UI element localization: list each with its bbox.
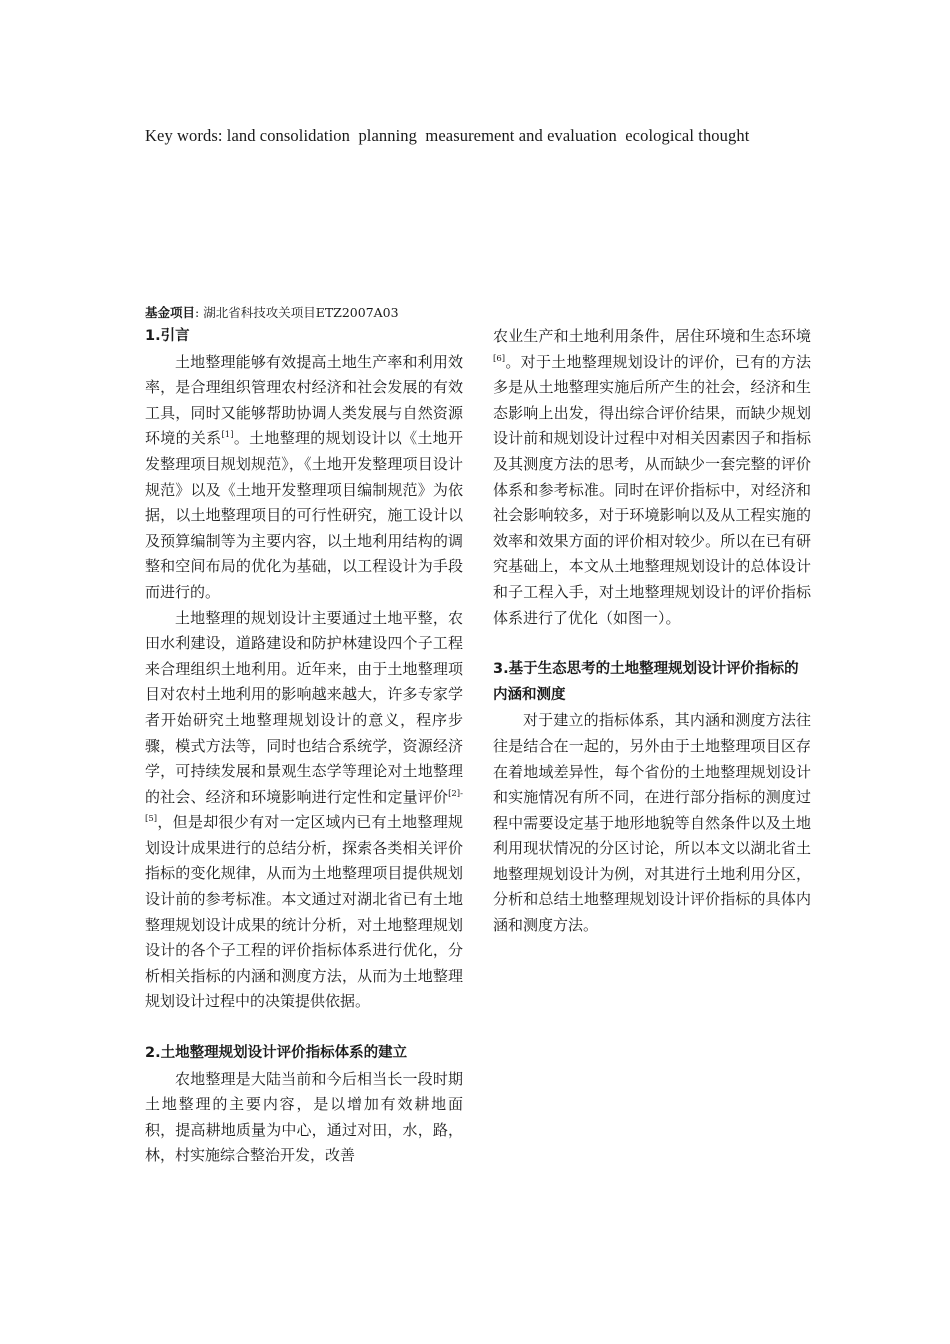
paragraph-text: 土地整理的规划设计主要通过土地平整，农田水利建设，道路建设和防护林建设四个子工程来合理组织土地利用。近年来，由于土地整理项目对农村土地利用的影响越来越大，许多专家学者开始研究土地整理规划设计的意义，程序步骤，模式方法等，同时也结合系统学，资源经济学，可持续发展和景观生态学等理论对土地整理的社会、经济和环境影响进行定性和定量评价 xyxy=(145,608,463,806)
paragraph-text: 农业生产和土地利用条件，居住环境和生态环境 xyxy=(493,327,811,345)
left-column xyxy=(145,324,479,1169)
paragraph-text: 土地整理能够有效提高土地生产率和利用效率，是合理组织管理农村经济和社会发展的有效工具，同时又能够帮助协调人类发展与自然资源环境的关系 xyxy=(145,352,463,448)
section-2-heading: 2.土地整理规划设计评价指标体系的建立 xyxy=(145,1045,408,1062)
section-3-heading: 3.基于生态思考的土地整理规划设计评价指标的内涵和测度 xyxy=(493,661,799,703)
spacer xyxy=(145,1015,463,1041)
section-1-paragraph-1 xyxy=(145,350,463,606)
right-column xyxy=(493,324,811,939)
section-2-paragraph-1: 农地整理是大陆当前和今后相当长一段时期土地整理的主要内容，是以增加有效耕地面 积，提高耕地质量为中心，通过对田，水，路，林，村实施综合整治开发，改善 xyxy=(145,1069,479,1165)
paragraph-text: 。土地整理的规划设计以《土地开发整理项目规划规范》，《土地开发整理项目设计规范》以及《土地开发整理项目编制规范》为依据，以土地整理项目的可行性研究，施工设计以及预算编制等为主要内容，以土地利用结构的调整和空间布局的优化为基础，以工程设计为手段而进行的。 xyxy=(145,429,463,601)
spacer xyxy=(493,631,811,657)
citation-ref: [1] xyxy=(221,430,234,441)
section-2-paragraph-1-continued xyxy=(493,324,811,631)
fund-note xyxy=(145,303,399,321)
fund-label: 基金项目 xyxy=(145,305,196,320)
section-1-heading: 1.引言 xyxy=(145,328,190,344)
citation-ref: [6] xyxy=(493,353,506,364)
fund-text: : 湖北省科技攻关项目ETZ2007A03 xyxy=(195,305,399,320)
section-3-paragraph-1: 对于建立的指标体系，其内涵和测度方法往往是结合在一起的，另外由于土地整理项目区存在着地域差异性，每个省份的土地整理规划设计和实施情况有所不同，在进行部分指标的测度过程中需要设定基于地形地貌等自然条件以及土地利用现状情况的分区讨论，所以本文以湖北省土地整理规划设计为例，对其进行土地利用分区，分析和总结土地整理规划设计评价指标的具体内涵和测度方法。 xyxy=(493,711,811,935)
citation-ref: [2]-[5] xyxy=(145,788,463,825)
section-1-paragraph-2 xyxy=(145,606,463,1016)
keywords-line: Key words: land consolidation planning measurement and evaluation ecological thought xyxy=(145,126,750,145)
paragraph-text: 。对于土地整理规划设计的评价，已有的方法多是从土地整理实施后所产生的社会，经济和生态影响上出发，得出综合评价结果，而缺少规划设计前和规划设计过程中对相关因素因子和指标及其测度方法的思考，从而缺少一套完整的评价体系和参考标准。同时在评价指标中，对经济和社会影响较多，对于环境影响以及从工程实施的效率和效果方面的评价相对较少。所以在已有研究基础上，本文从土地整理规划设计的总体设计和子工程入手，对土地整理规划设计的评价指标体系进行了优化（如图一）。 xyxy=(493,352,811,627)
paragraph-text: ，但是却很少有对一定区域内已有土地整理规划设计成果进行的总结分析，探索各类相关评价指标的变化规律，从而为土地整理项目提供规划设计前的参考标准。本文通过对湖北省已有土地整理规划设计成果的统计分析，对土地整理规划设计的各个子工程的评价指标体系进行优化，分析相关指标的内涵和测度方法，从而为土地整理规划设计过程中的决策提供依据。 xyxy=(145,813,463,1011)
